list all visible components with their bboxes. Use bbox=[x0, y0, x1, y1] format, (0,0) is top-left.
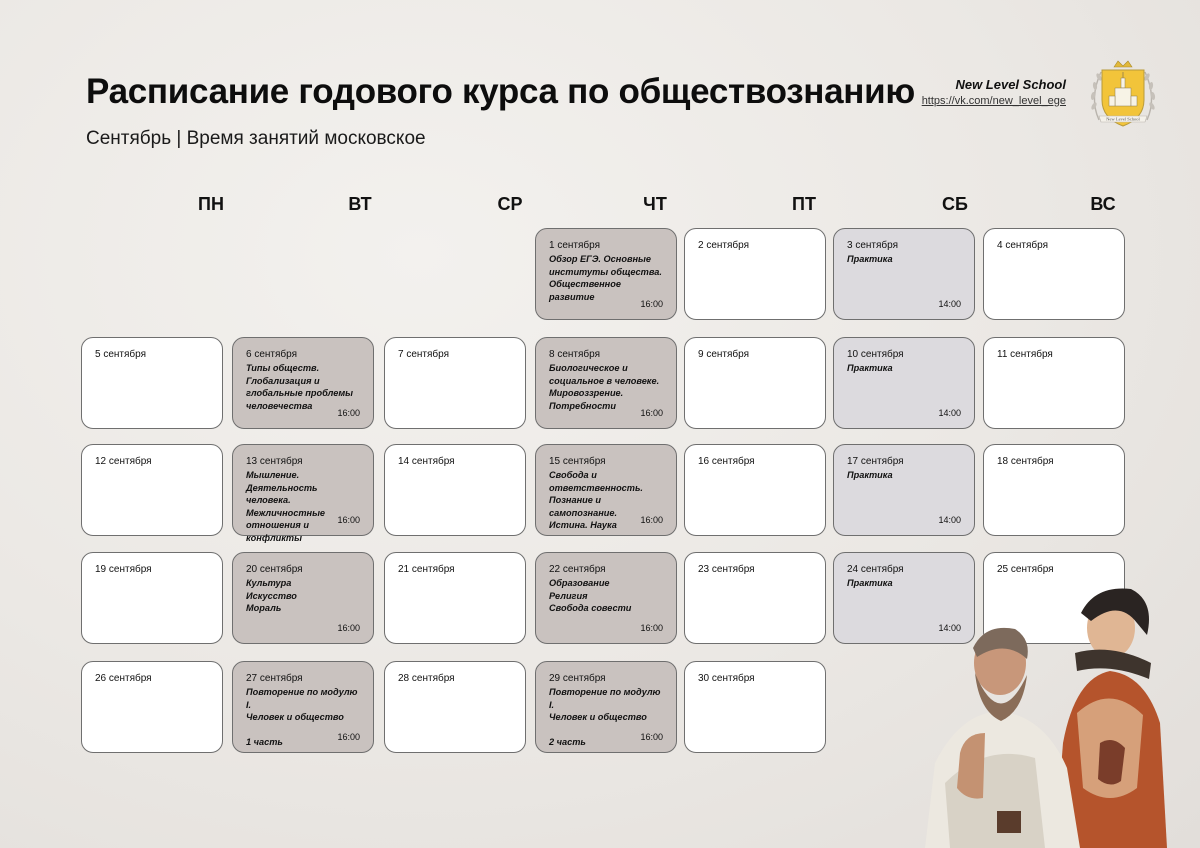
svg-text:New Level School: New Level School bbox=[1106, 116, 1140, 122]
day-date: 11 сентября bbox=[997, 349, 1053, 360]
calendar-day-cell[interactable] bbox=[983, 228, 1125, 320]
calendar-day-cell[interactable] bbox=[232, 444, 374, 543]
calendar-day-cell[interactable] bbox=[684, 552, 826, 644]
calendar-day-cell[interactable] bbox=[684, 228, 826, 320]
day-date: 24 сентября bbox=[847, 564, 904, 575]
lesson-time: 14:00 bbox=[938, 623, 961, 633]
day-date: 25 сентября bbox=[997, 564, 1054, 575]
day-date: 8 сентября bbox=[549, 349, 601, 360]
calendar-day-cell[interactable] bbox=[384, 552, 526, 644]
calendar-day-cell[interactable] bbox=[384, 661, 526, 753]
page-title: Расписание годового курса по обществознанию bbox=[86, 72, 915, 111]
weekday-header: ВС bbox=[1090, 194, 1116, 214]
lesson-topic: Культура Искусство Мораль bbox=[246, 578, 297, 613]
weekday-header: ВТ bbox=[348, 194, 372, 214]
calendar-day-cell[interactable] bbox=[684, 661, 826, 753]
calendar-day-cell[interactable] bbox=[684, 444, 826, 536]
school-crest-icon bbox=[1085, 58, 1161, 132]
day-date: 27 сентября bbox=[246, 673, 303, 684]
day-date: 15 сентября bbox=[549, 456, 606, 467]
day-date: 18 сентября bbox=[997, 456, 1054, 467]
calendar-day-cell[interactable] bbox=[384, 337, 526, 429]
lesson-time: 16:00 bbox=[337, 408, 360, 418]
calendar-day-cell[interactable] bbox=[684, 337, 826, 429]
calendar-day-cell[interactable] bbox=[535, 337, 677, 429]
day-date: 22 сентября bbox=[549, 564, 606, 575]
day-date: 29 сентября bbox=[549, 673, 606, 684]
day-date: 26 сентября bbox=[95, 673, 152, 684]
page-subtitle: Сентябрь | Время занятий московское bbox=[86, 128, 426, 149]
lesson-time: 16:00 bbox=[640, 732, 663, 742]
lesson-topic: Практика bbox=[847, 578, 893, 588]
calendar-day-cell[interactable] bbox=[81, 552, 223, 644]
lesson-time: 16:00 bbox=[337, 515, 360, 525]
calendar-day-cell[interactable] bbox=[983, 337, 1125, 429]
calendar-day-cell[interactable] bbox=[232, 337, 374, 429]
classical-figures-painting-icon bbox=[905, 583, 1200, 848]
lesson-topic: Практика bbox=[847, 363, 893, 373]
day-date: 21 сентября bbox=[398, 564, 455, 575]
calendar-day-cell[interactable] bbox=[833, 444, 975, 536]
calendar-day-cell[interactable] bbox=[535, 552, 677, 644]
day-date: 2 сентября bbox=[698, 240, 750, 251]
weekday-header: СР bbox=[497, 194, 523, 214]
day-date: 16 сентября bbox=[698, 456, 755, 467]
lesson-time: 16:00 bbox=[640, 299, 663, 309]
day-date: 28 сентября bbox=[398, 673, 455, 684]
calendar-day-cell[interactable] bbox=[81, 661, 223, 753]
calendar-day-cell[interactable] bbox=[232, 552, 374, 644]
brand-name: New Level School bbox=[955, 77, 1066, 92]
weekday-header: ЧТ bbox=[643, 194, 667, 214]
calendar-day-cell[interactable] bbox=[833, 228, 975, 320]
calendar-day-cell[interactable] bbox=[384, 444, 526, 536]
lesson-topic: Повторение по модулю I. Человек и общество 1 часть bbox=[246, 687, 358, 747]
lesson-topic: Биологическое и социальное в человеке. Мировоззрение. Потребности bbox=[549, 363, 660, 411]
calendar-day-cell[interactable] bbox=[535, 661, 677, 753]
lesson-time: 16:00 bbox=[640, 408, 663, 418]
lesson-time: 16:00 bbox=[640, 623, 663, 633]
weekday-header: ПН bbox=[198, 194, 224, 214]
calendar-day-cell[interactable] bbox=[535, 444, 677, 536]
lesson-time: 14:00 bbox=[938, 515, 961, 525]
calendar-day-cell[interactable] bbox=[81, 337, 223, 429]
brand-block bbox=[922, 77, 1066, 107]
day-date: 10 сентября bbox=[847, 349, 904, 360]
day-date: 30 сентября bbox=[698, 673, 755, 684]
day-date: 14 сентября bbox=[398, 456, 455, 467]
lesson-time: 16:00 bbox=[337, 623, 360, 633]
lesson-topic: Мышление. Деятельность человека. Межличностные отношения и конфликты bbox=[246, 470, 326, 543]
day-date: 20 сентября bbox=[246, 564, 303, 575]
day-date: 17 сентября bbox=[847, 456, 904, 467]
lesson-time: 16:00 bbox=[640, 515, 663, 525]
day-date: 6 сентября bbox=[246, 349, 298, 360]
calendar-day-cell[interactable] bbox=[833, 337, 975, 429]
day-date: 4 сентября bbox=[997, 240, 1049, 251]
lesson-topic: Обзор ЕГЭ. Основные институты общества. Общественное развитие bbox=[549, 254, 662, 302]
day-date: 7 сентября bbox=[398, 349, 450, 360]
day-date: 12 сентября bbox=[95, 456, 152, 467]
lesson-time: 16:00 bbox=[337, 732, 360, 742]
lesson-topic: Практика bbox=[847, 254, 893, 264]
lesson-time: 14:00 bbox=[938, 299, 961, 309]
calendar-day-cell[interactable] bbox=[232, 661, 374, 753]
day-date: 9 сентября bbox=[698, 349, 750, 360]
weekday-header: СБ bbox=[942, 194, 968, 214]
day-date: 1 сентября bbox=[549, 240, 601, 251]
brand-link[interactable]: https://vk.com/new_level_ege bbox=[921, 95, 1066, 107]
lesson-topic: Типы обществ. Глобализация и глобальные проблемы человечества bbox=[246, 363, 353, 411]
day-date: 5 сентября bbox=[95, 349, 147, 360]
lesson-time: 14:00 bbox=[938, 408, 961, 418]
day-date: 3 сентября bbox=[847, 240, 899, 251]
calendar-day-cell[interactable] bbox=[983, 444, 1125, 536]
day-date: 13 сентября bbox=[246, 456, 303, 467]
lesson-topic: Образование Религия Свобода совести bbox=[549, 578, 632, 613]
calendar-day-cell[interactable] bbox=[81, 444, 223, 536]
calendar-day-cell[interactable] bbox=[535, 228, 677, 320]
day-date: 19 сентября bbox=[95, 564, 152, 575]
lesson-topic: Практика bbox=[847, 470, 893, 480]
lesson-topic: Свобода и ответственность. Познание и самопознание. Истина. Наука bbox=[549, 470, 643, 530]
lesson-topic: Повторение по модулю I. Человек и общество 2 часть bbox=[549, 687, 661, 747]
weekday-header: ПТ bbox=[792, 194, 816, 214]
day-date: 23 сентября bbox=[698, 564, 755, 575]
